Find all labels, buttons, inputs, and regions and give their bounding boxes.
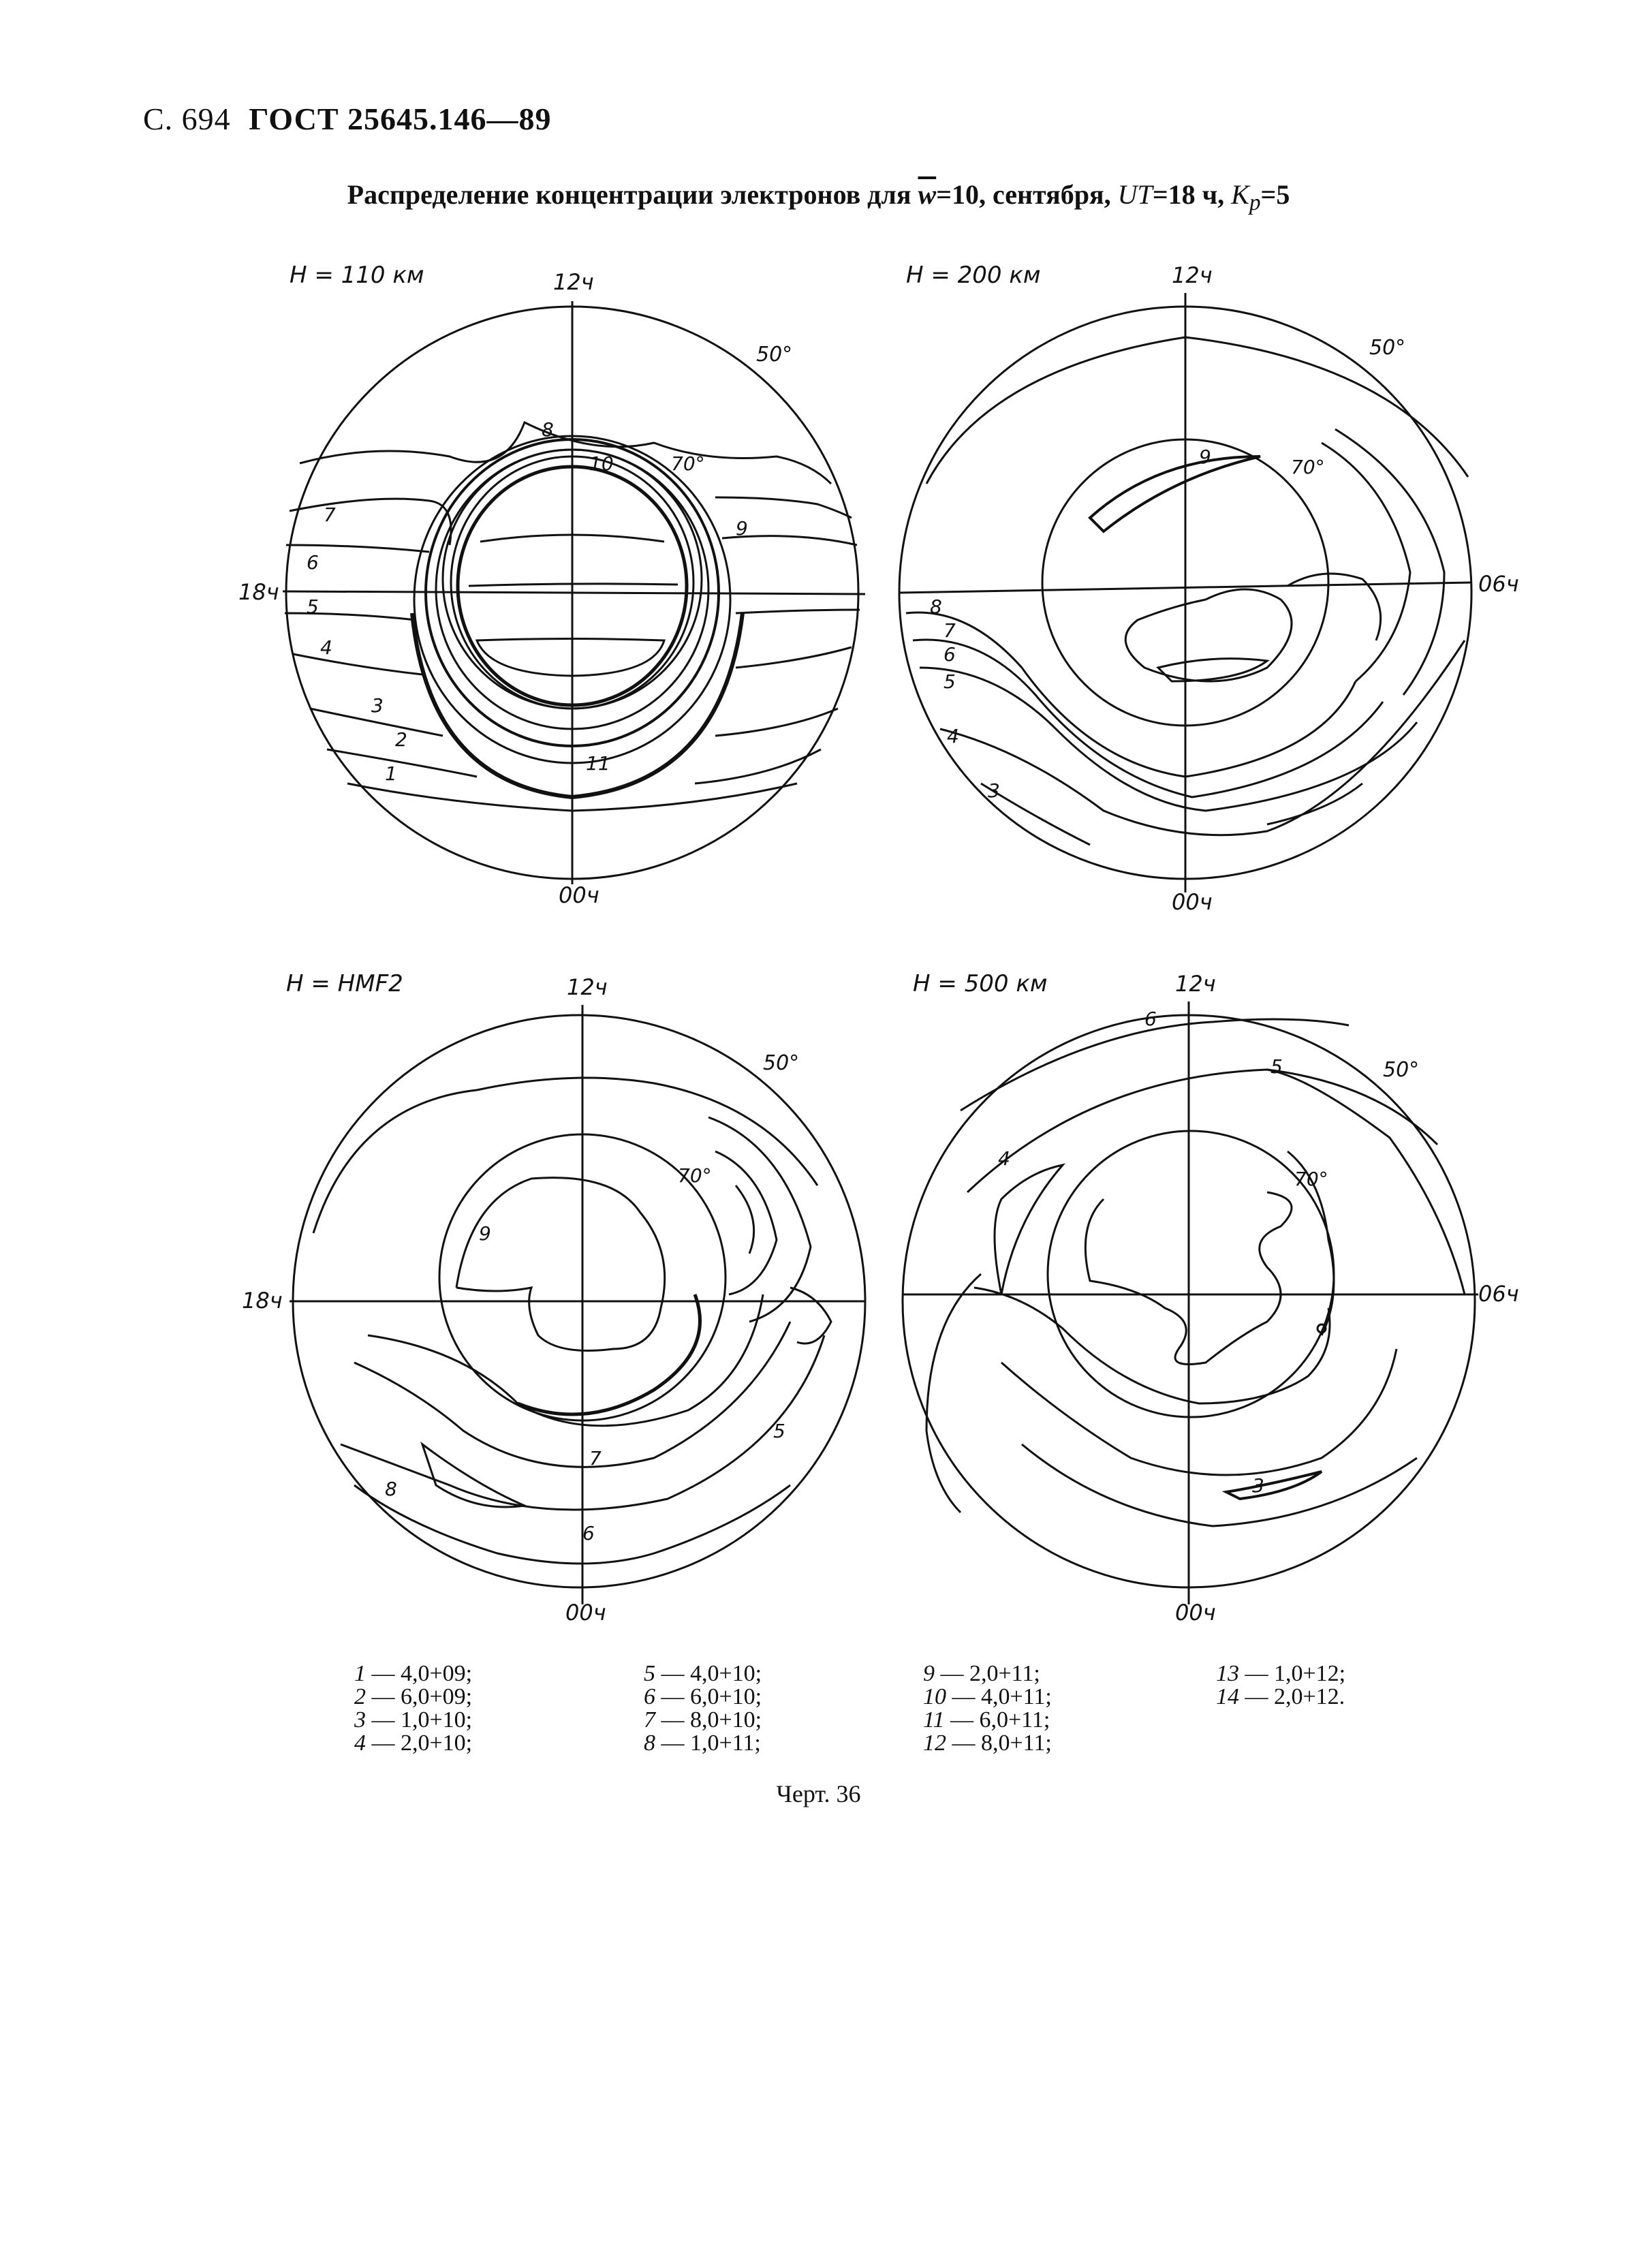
figure-caption bbox=[0, 178, 1637, 216]
contour-line bbox=[1288, 574, 1381, 640]
latitude-inner-label: 70° bbox=[1294, 1168, 1328, 1190]
contour-label: 4 bbox=[320, 636, 332, 659]
panel-title: H = 110 км bbox=[290, 262, 424, 289]
direction-top-label: 12ч bbox=[1172, 262, 1213, 288]
contour-line bbox=[1022, 1444, 1417, 1526]
caption-prefix: Распределение концентрации электронов для bbox=[347, 179, 911, 210]
contour-label: 5 bbox=[307, 595, 319, 618]
contour-line bbox=[926, 1274, 981, 1512]
contour-labels bbox=[998, 1008, 1283, 1497]
contour-line bbox=[1226, 1472, 1322, 1499]
legend-item: 3 — 1,0+10; bbox=[354, 1707, 473, 1733]
latitude-outer-label: 50° bbox=[1383, 1058, 1420, 1082]
inner-latitude-circle bbox=[1048, 1131, 1334, 1417]
contour-line bbox=[313, 1078, 817, 1233]
legend-item: 4 — 2,0+10; bbox=[354, 1730, 473, 1756]
contour-line bbox=[1322, 443, 1410, 681]
contour-line bbox=[368, 1294, 763, 1426]
page-number: С. 694 bbox=[143, 102, 231, 136]
contour-line bbox=[736, 1185, 754, 1254]
contour-label: 5 bbox=[1270, 1055, 1283, 1078]
contour-label: 3 bbox=[1252, 1474, 1264, 1497]
contour-line bbox=[1090, 456, 1260, 531]
polar-map-hmf2 bbox=[242, 967, 872, 1626]
direction-right-label: 06ч bbox=[1478, 571, 1519, 597]
contour-label: 11 bbox=[586, 752, 610, 775]
panel-title: H = 200 км bbox=[906, 262, 1041, 289]
legend-item: 11 — 6,0+11; bbox=[923, 1707, 1050, 1733]
legend-item: 8 — 1,0+11; bbox=[644, 1730, 761, 1756]
direction-bottom-label: 00ч bbox=[565, 1600, 606, 1626]
polar-map-h500 bbox=[886, 967, 1519, 1626]
legend-item: 6 — 6,0+10; bbox=[644, 1684, 762, 1709]
contour-label: 7 bbox=[589, 1447, 602, 1470]
figure-number: Черт. 36 bbox=[776, 1780, 861, 1807]
direction-top-label: 12ч bbox=[567, 974, 608, 1000]
legend-item: 10 — 4,0+11; bbox=[923, 1684, 1052, 1709]
contour-line bbox=[695, 749, 821, 783]
contour-label: 3 bbox=[988, 779, 1000, 802]
contour-label: 8 bbox=[930, 595, 942, 618]
latitude-outer-label: 50° bbox=[1369, 336, 1406, 360]
contour-label: 9 bbox=[736, 517, 748, 540]
contour-line bbox=[1335, 429, 1444, 695]
contour-line bbox=[715, 709, 838, 736]
contour-line bbox=[1267, 783, 1362, 824]
legend-item: 2 — 6,0+09; bbox=[354, 1684, 473, 1709]
caption-w-symbol: $\overline{w}$ bbox=[918, 179, 937, 210]
legend-column-4 bbox=[1216, 1662, 1345, 1709]
contour-line bbox=[708, 1117, 811, 1322]
contour-line bbox=[995, 1165, 1063, 1294]
contour-line bbox=[790, 1288, 831, 1343]
caption-kp-symbol: K bbox=[1231, 179, 1249, 210]
contour-label: 1 bbox=[385, 762, 397, 785]
contour-label: 5 bbox=[944, 670, 956, 693]
contour-line bbox=[285, 613, 416, 620]
contour-label: 10 bbox=[589, 452, 614, 475]
caption-ut-symbol: UT bbox=[1117, 179, 1153, 210]
legend-item: 12 — 8,0+11; bbox=[923, 1730, 1052, 1756]
direction-top-label: 12ч bbox=[1175, 971, 1216, 997]
page-header bbox=[143, 101, 552, 137]
contour-line bbox=[456, 1178, 665, 1351]
panel-title: H = HMF2 bbox=[286, 970, 403, 997]
direction-bottom-label: 00ч bbox=[1172, 889, 1213, 915]
contour-label: 9 bbox=[479, 1222, 491, 1245]
contour-label: 2 bbox=[395, 728, 407, 751]
latitude-inner-label: 70° bbox=[678, 1164, 712, 1187]
contour-label: 6 bbox=[582, 1522, 595, 1544]
contour-line bbox=[477, 639, 664, 677]
legend-item: 13 — 1,0+12; bbox=[1216, 1661, 1346, 1686]
contour-label: 8 bbox=[542, 418, 554, 441]
contour-line bbox=[354, 1485, 790, 1564]
direction-left-label: 18ч bbox=[242, 1288, 283, 1314]
caption-w-value: =10, сентября, bbox=[936, 179, 1111, 210]
contour-line bbox=[354, 1322, 790, 1467]
contour-line bbox=[300, 422, 831, 484]
legend-item: 7 — 8,0+10; bbox=[644, 1707, 762, 1733]
direction-bottom-label: 00ч bbox=[1175, 1600, 1216, 1626]
contour-line bbox=[518, 1294, 700, 1414]
meridian-18-06 bbox=[283, 591, 865, 594]
caption-ut-value: =18 ч, bbox=[1152, 179, 1225, 210]
direction-left-label: 18ч bbox=[238, 579, 279, 605]
contour-label: 6 bbox=[307, 551, 319, 574]
contour-line bbox=[293, 654, 422, 674]
latitude-outer-label: 50° bbox=[763, 1051, 800, 1075]
contour-line bbox=[715, 497, 852, 518]
caption-kp-sub: p bbox=[1249, 190, 1261, 215]
direction-top-label: 12ч bbox=[553, 269, 594, 295]
direction-right-label: 06ч bbox=[1478, 1281, 1519, 1307]
legend-column-2 bbox=[644, 1662, 762, 1755]
legend-item: 9 — 2,0+11; bbox=[923, 1661, 1040, 1686]
contour-label: 8 bbox=[385, 1478, 397, 1500]
legend-item: 14 — 2,0+12. bbox=[1216, 1684, 1345, 1709]
contour-label: 3 bbox=[371, 694, 384, 717]
contour-label: 7 bbox=[324, 503, 336, 526]
latitude-inner-label: 70° bbox=[1291, 456, 1325, 478]
contour-line bbox=[736, 647, 852, 668]
latitude-inner-label: 70° bbox=[671, 452, 705, 475]
contour-line bbox=[913, 640, 1383, 797]
direction-bottom-label: 00ч bbox=[559, 882, 599, 908]
polar-map-h110 bbox=[238, 259, 872, 913]
legend-column-1 bbox=[354, 1662, 472, 1755]
contour-label: 7 bbox=[944, 619, 956, 642]
polar-map-h200 bbox=[886, 259, 1519, 915]
contour-label: 6 bbox=[944, 643, 956, 666]
legend-column-3 bbox=[923, 1662, 1052, 1755]
caption-kp-value: =5 bbox=[1260, 179, 1290, 210]
contour-line bbox=[1001, 1349, 1397, 1475]
contour-label: 4 bbox=[947, 725, 959, 747]
contour-line bbox=[736, 610, 860, 613]
contour-label: 4 bbox=[998, 1147, 1010, 1170]
contour-line bbox=[1125, 589, 1292, 681]
legend-item: 1 — 4,0+09; bbox=[354, 1661, 473, 1686]
contour-labels bbox=[930, 446, 1211, 802]
contour-label: 9 bbox=[1199, 446, 1211, 468]
panel-title: H = 500 км bbox=[913, 970, 1048, 997]
legend-item: 5 — 4,0+10; bbox=[644, 1661, 762, 1686]
latitude-outer-label: 50° bbox=[756, 343, 793, 367]
contour-label: 6 bbox=[1144, 1008, 1157, 1030]
standard-number: ГОСТ 25645.146—89 bbox=[249, 102, 552, 136]
contour-label: 5 bbox=[773, 1420, 785, 1442]
